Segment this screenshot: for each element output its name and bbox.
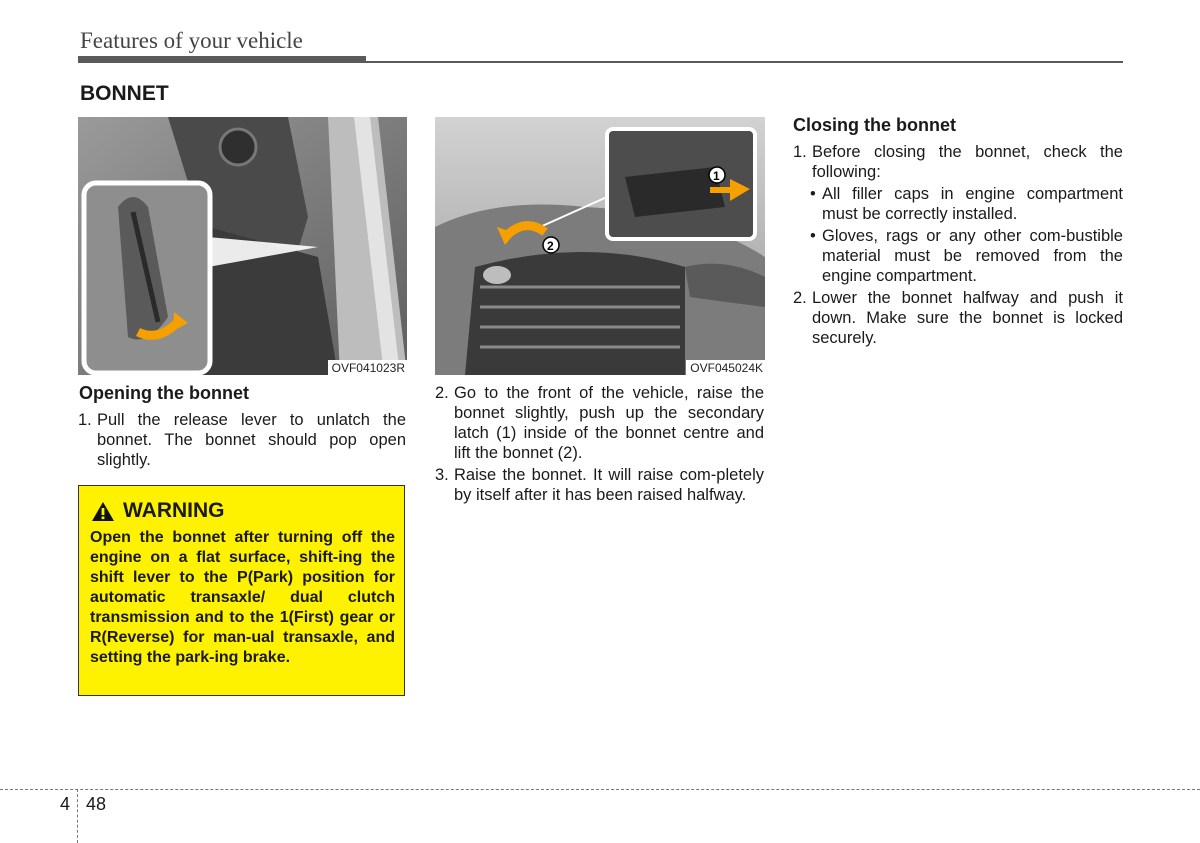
- header-rule-thin: [366, 61, 1123, 63]
- callout-1: 1: [713, 169, 720, 183]
- list-item: [435, 465, 764, 505]
- figure-code: OVF045024K: [686, 360, 765, 375]
- step-text: Lower the bonnet halfway and push it down. Make sure the bonnet is locked securely.: [812, 289, 1123, 347]
- header-title: Features of your vehicle: [80, 28, 303, 53]
- callout-2: 2: [547, 239, 554, 253]
- footer-divider: [77, 789, 78, 843]
- list-item: [435, 383, 764, 463]
- step-number: 1.: [78, 411, 92, 429]
- step-text: Before closing the bonnet, check the following:: [812, 143, 1123, 181]
- bullet-mark: •: [810, 227, 816, 245]
- bullet-mark: •: [810, 185, 816, 203]
- bullet-item: [793, 184, 1123, 224]
- chapter-number: 4: [60, 794, 71, 814]
- figure-bonnet-latch: [435, 117, 765, 375]
- bullet-text: All filler caps in engine compartment must be correctly installed.: [822, 185, 1123, 223]
- opening-step-list-continued: [435, 383, 764, 507]
- warning-heading: [91, 499, 225, 523]
- footer-rule: [0, 789, 1200, 790]
- opening-heading: Opening the bonnet: [79, 383, 249, 403]
- step-number: 2.: [793, 289, 807, 307]
- section-title: BONNET: [80, 82, 169, 105]
- page-number: 48: [86, 794, 107, 814]
- list-item: [793, 142, 1123, 182]
- step-number: 1.: [793, 143, 807, 161]
- bonnet-latch-illustration: [435, 117, 765, 375]
- bullet-text: Gloves, rags or any other com-bustible material must be removed from the engine compartment.: [822, 227, 1123, 285]
- warning-box: [78, 485, 405, 696]
- opening-step-list: [78, 410, 406, 472]
- figure-code: OVF041023R: [328, 360, 407, 375]
- list-item: [793, 288, 1123, 348]
- release-lever-illustration: [78, 117, 407, 375]
- step-text: Pull the release lever to unlatch the bonnet. The bonnet should pop open slightly.: [97, 411, 406, 469]
- warning-text: Open the bonnet after turning off the engine on a flat surface, shift-ing the shift lever to the P(Park) position for automatic transaxle/ dual clutch transmission and to the 1(First) gear or R(Reverse) for man-ual transaxle, and setting the park-ing brake.: [90, 529, 395, 666]
- step-number: 2.: [435, 384, 449, 402]
- list-item: [78, 410, 406, 470]
- figure-release-lever: [78, 117, 407, 375]
- step-text: Go to the front of the vehicle, raise the bonnet slightly, push up the secondary latch (1) inside of the bonnet centre and lift the bonnet (2).: [454, 384, 764, 462]
- step-number: 3.: [435, 466, 449, 484]
- closing-heading: Closing the bonnet: [793, 115, 956, 135]
- warning-title: WARNING: [123, 499, 225, 522]
- step-text: Raise the bonnet. It will raise com-pletely by itself after it has been raised halfway.: [454, 466, 764, 504]
- warning-triangle-icon: [91, 501, 115, 522]
- closing-step-list: [793, 142, 1123, 350]
- bullet-item: [793, 226, 1123, 286]
- header-rule: [78, 56, 366, 63]
